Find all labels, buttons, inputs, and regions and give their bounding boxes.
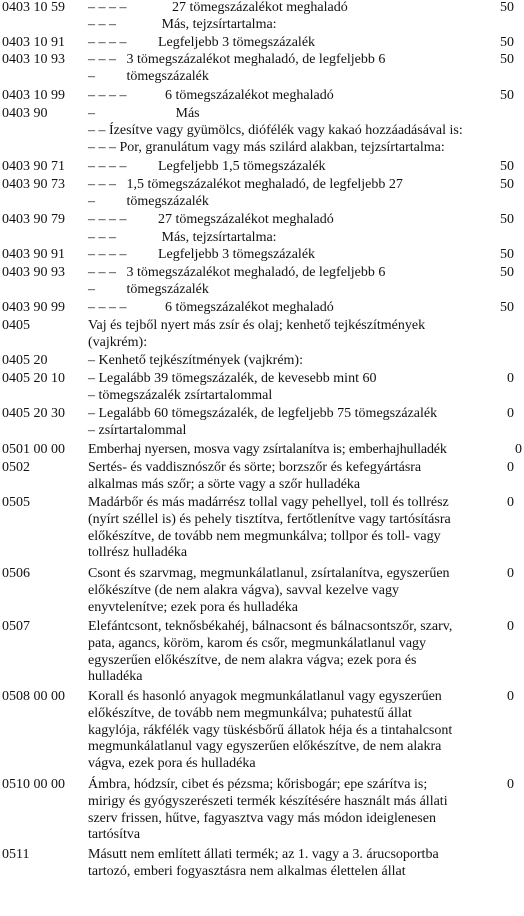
duty-rate: 50	[500, 35, 514, 50]
description-line: – – – – Legfeljebb 3 tömegszázalék	[88, 247, 316, 262]
tariff-description	[88, 689, 452, 773]
tariff-code: 0403 90 91	[2, 247, 65, 262]
duty-rate: 0	[507, 777, 514, 792]
description-line: pata, agancs, köröm, karom és csőr, megmunkálatlanul vagy	[88, 635, 427, 651]
description-line: – Más	[88, 106, 200, 121]
tariff-code: 0505	[2, 495, 30, 510]
duty-rate: 50	[500, 159, 514, 174]
description-line: – – – – Legfeljebb 1,5 tömegszázalék	[88, 159, 326, 174]
description-line: enyvtelenítve; ezek pora és hulladéka	[88, 599, 298, 615]
tariff-code: 0403 10 59	[2, 0, 65, 15]
tariff-code: 0403 90 99	[2, 300, 65, 315]
duty-rate: 50	[500, 88, 514, 103]
tariff-description	[88, 106, 463, 156]
duty-rate: 0	[507, 371, 514, 386]
tariff-code: 0506	[2, 566, 30, 581]
tariff-code: 0405 20	[2, 353, 48, 368]
tariff-description	[88, 318, 425, 352]
duty-rate: 50	[500, 177, 514, 192]
description-line: – zsírtartalommal	[88, 422, 187, 438]
description-line: – – – – 27 tömegszázalékot meghaladó	[88, 212, 334, 227]
description-line: tartozó, emberi fogyasztásra nem alkalmas élettelen állat	[88, 863, 406, 879]
description-line: – – – – 6 tömegszázalékot meghaladó	[88, 88, 334, 103]
tariff-description	[88, 300, 334, 317]
tariff-description	[88, 847, 439, 881]
tariff-description	[88, 35, 315, 52]
tariff-description	[88, 159, 326, 176]
tariff-description	[88, 177, 403, 211]
tariff-description	[88, 619, 452, 686]
description-line: – – Ízesítve vagy gyümölcs, diófélék vagy kakaó hozzáadásával is:	[88, 122, 463, 138]
description-line: kagylója, rákfélék vagy tüskésbőrű állatok héja és a tintahalcsont	[88, 722, 453, 738]
description-line: – Legalább 60 tömegszázalék, de legfeljebb 75 tömegszázalék	[88, 406, 438, 421]
description-line: Madárbőr és más madárrész tollal vagy pehellyel, toll és tollrész	[88, 495, 449, 510]
tariff-description	[88, 566, 450, 616]
duty-rate: 50	[500, 212, 514, 227]
duty-rate: 50	[500, 52, 514, 67]
tariff-description	[88, 371, 376, 405]
duty-rate: 50	[500, 0, 514, 15]
tariff-description	[88, 460, 421, 494]
tariff-description	[88, 0, 348, 17]
description-line: előkészítve, de tovább nem megmunkálva; puhatestű állat	[88, 705, 412, 721]
duty-rate: 50	[500, 300, 514, 315]
tariff-code: 0405 20 30	[2, 406, 65, 421]
description-line: megmunkálatlanul vagy egyszerűen előkészítve, de nem alakra	[88, 739, 442, 755]
tariff-code: 0403 90	[2, 106, 48, 121]
description-line: Emberhaj nyersen, mosva vagy zsírtalanítva is; emberhajhulladék	[88, 442, 447, 457]
tariff-code: 0507	[2, 619, 30, 634]
duty-rate: 0	[515, 442, 522, 457]
tariff-description	[88, 442, 447, 459]
description-line: tollrész hulladéka	[88, 545, 188, 561]
description-line: – – – – Legfeljebb 3 tömegszázalék	[88, 35, 316, 50]
description-line: – tömegszázalék	[88, 193, 209, 209]
duty-rate: 50	[500, 247, 514, 262]
tariff-code: 0508 00 00	[2, 689, 65, 704]
duty-rate: 0	[507, 619, 514, 634]
tariff-description	[88, 247, 315, 264]
description-line: – tömegszázalék	[88, 281, 209, 297]
description-line: – – – Por, granulátum vagy más szilárd alakban, tejzsírtartalma:	[88, 139, 445, 155]
tariff-code: 0403 10 93	[2, 52, 65, 67]
description-line: Ámbra, hódzsír, cibet és pézsma; kőrisbogár; epe szárítva is;	[88, 777, 428, 792]
tariff-description	[88, 495, 451, 562]
duty-rate: 0	[507, 406, 514, 421]
duty-rate: 0	[507, 460, 514, 475]
duty-rate: 0	[507, 495, 514, 510]
description-line: – – – – 27 tömegszázalékot meghaladó	[88, 0, 348, 15]
tariff-code: 0403 90 71	[2, 159, 65, 174]
tariff-code: 0405 20 10	[2, 371, 65, 386]
description-line: tartósítva	[88, 827, 141, 843]
description-line: vágva, ezek pora és hulladéka	[88, 756, 256, 772]
tariff-code: 0403 90 93	[2, 265, 65, 280]
tariff-code: 0403 90 73	[2, 177, 65, 192]
tariff-description	[88, 212, 334, 229]
tariff-description	[88, 17, 277, 34]
description-line: (nyírt széllel is) és pehely tisztítva, fertőtlenítve vagy tartósításra	[88, 511, 451, 527]
description-line: – – – 3 tömegszázalékot meghaladó, de legfeljebb 6	[88, 52, 386, 67]
description-line: – – – – 6 tömegszázalékot meghaladó	[88, 300, 334, 315]
tariff-description	[88, 353, 303, 370]
description-line: – tömegszázalék zsírtartalommal	[88, 387, 273, 403]
tariff-code: 0403 10 91	[2, 35, 65, 50]
tariff-code: 0403 10 99	[2, 88, 65, 103]
tariff-code: 0405	[2, 318, 30, 333]
description-line: egyszerűen előkészítve, de nem alakra vágva; ezek pora és	[88, 652, 417, 668]
description-line: Másutt nem említett állati termék; az 1. vagy a 3. árucsoportba	[88, 847, 439, 862]
tariff-code: 0501 00 00	[2, 442, 65, 457]
duty-rate: 0	[507, 689, 514, 704]
description-line: – tömegszázalék	[88, 68, 209, 84]
description-line: Sertés- és vaddisznószőr és sörte; borzszőr és kefegyártásra	[88, 460, 422, 475]
description-line: (vajkrém):	[88, 334, 148, 350]
tariff-code: 0403 90 79	[2, 212, 65, 227]
tariff-description	[88, 406, 437, 440]
duty-rate: 0	[507, 566, 514, 581]
description-line: alkalmas más szőr; a sörte vagy a szőr hulladéka	[88, 476, 361, 492]
description-line: – Legalább 39 tömegszázalék, de kevesebb mint 60	[88, 371, 377, 386]
description-line: Elefántcsont, teknősbékahéj, bálnacsont és bálnacsontszőr, szarv,	[88, 619, 453, 634]
tariff-description	[88, 777, 448, 844]
description-line: Vaj és tejből nyert más zsír és olaj; kenhető tejkészítmények	[88, 318, 426, 333]
description-line: hulladéka	[88, 669, 143, 685]
description-line: – – – 1,5 tömegszázalékot meghaladó, de legfeljebb 27	[88, 177, 403, 192]
description-line: – – – Más, tejzsírtartalma:	[88, 17, 277, 32]
tariff-code: 0510 00 00	[2, 777, 65, 792]
description-line: szerv frissen, hűtve, fagyasztva vagy más módon ideiglenesen	[88, 810, 436, 826]
tariff-code: 0502	[2, 460, 30, 475]
description-line: mirigy és gyógyszerészeti termék készítésére használt más állati	[88, 793, 448, 809]
description-line: – – – 3 tömegszázalékot meghaladó, de legfeljebb 6	[88, 265, 386, 280]
duty-rate: 50	[500, 265, 514, 280]
tariff-description	[88, 88, 334, 105]
description-line: – – – Más, tejzsírtartalma:	[88, 230, 277, 245]
tariff-description	[88, 52, 385, 86]
description-line: Csont és szarvmag, megmunkálatlanul, zsírtalanítva, egyszerűen	[88, 566, 450, 581]
description-line: – Kenhető tejkészítmények (vajkrém):	[88, 353, 303, 368]
tariff-description	[88, 230, 277, 247]
description-line: előkészítve (de nem alakra vágva), savval kezelve vagy	[88, 582, 399, 598]
tariff-description	[88, 265, 385, 299]
tariff-code: 0511	[2, 847, 30, 862]
description-line: előkészítve, de tovább nem megmunkálva; tollpor és toll- vagy	[88, 528, 441, 544]
description-line: Korall és hasonló anyagok megmunkálatlanul vagy egyszerűen	[88, 689, 442, 704]
